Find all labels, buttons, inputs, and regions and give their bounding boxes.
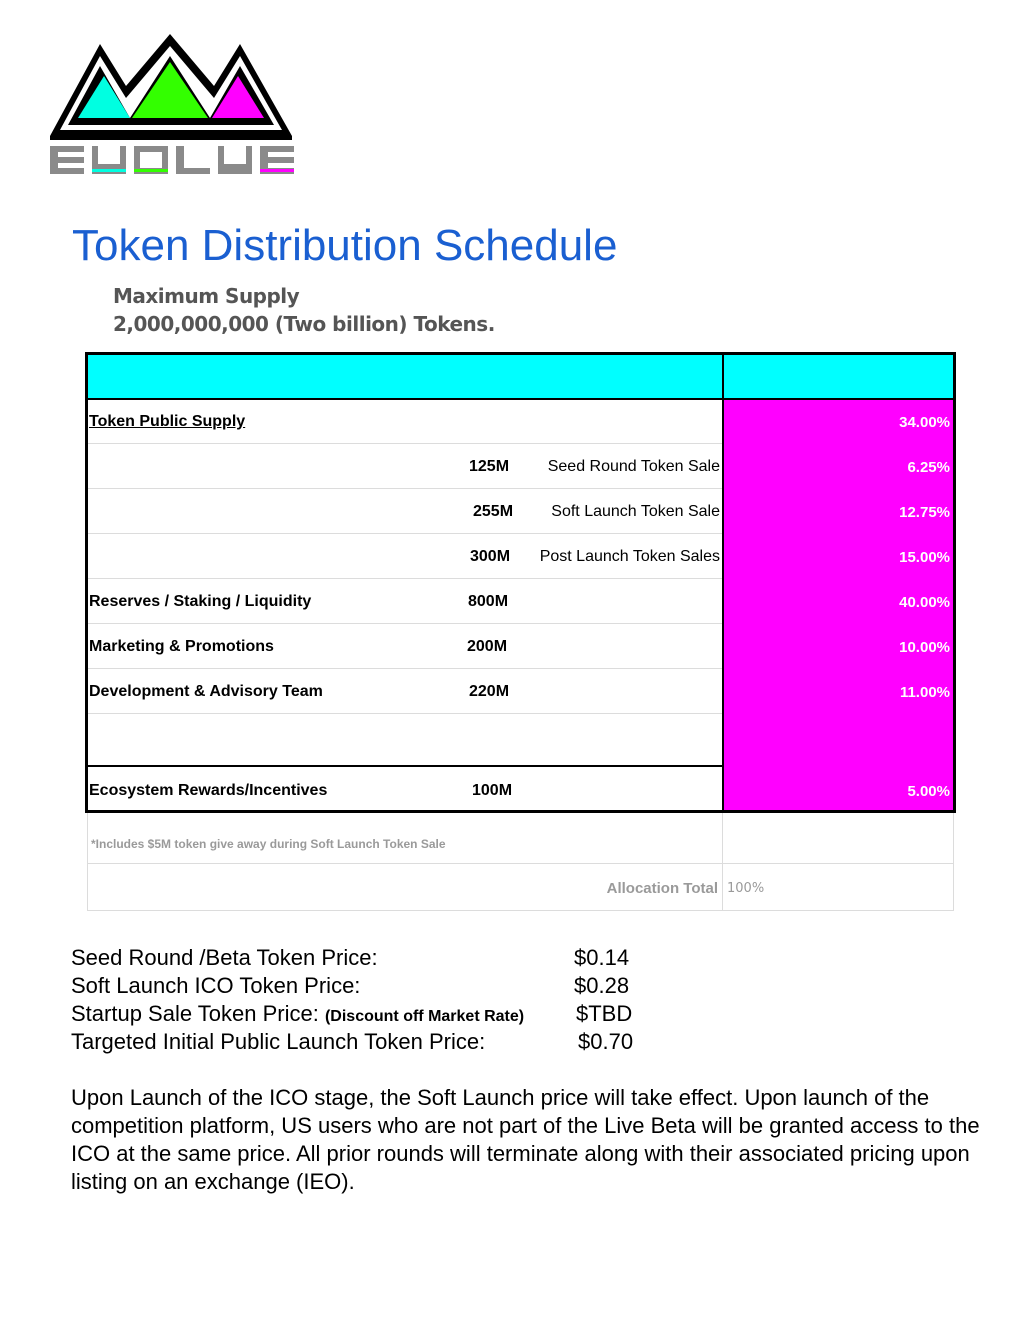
distribution-table (85, 352, 956, 912)
row-label: Reserves / Staking / Liquidity (89, 593, 312, 610)
price-label: Targeted Initial Public Launch Token Price: (71, 1029, 486, 1054)
table-row (85, 399, 956, 444)
table-row (85, 767, 956, 812)
price-label: Startup Sale Token Price: (71, 1001, 325, 1026)
supply-amount: 2,000,000,000 (Two billion) Tokens. (113, 312, 495, 336)
table-row (85, 624, 956, 669)
evolve-logo (46, 32, 298, 182)
allocation-total-value: 100% (727, 881, 765, 896)
row-label: Marketing & Promotions (89, 638, 274, 655)
price-value: $TBD (576, 1001, 633, 1026)
supply-info (113, 282, 495, 338)
row-percent: 40.00% (899, 594, 950, 611)
price-value: $0.28 (574, 973, 630, 998)
row-percent: 12.75% (899, 504, 950, 521)
table-header (85, 352, 956, 398)
supply-label: Maximum Supply (113, 284, 300, 308)
page-title: Token Distribution Schedule (72, 221, 618, 270)
table-footnote: *Includes $5M token give away during Soft Launch Token Sale (91, 837, 446, 851)
price-value: $0.14 (574, 945, 630, 970)
price-value: $0.70 (578, 1029, 634, 1054)
price-note: (Discount off Market Rate) (324, 1008, 525, 1025)
row-label: Token Public Supply (89, 413, 246, 430)
table-row (85, 444, 956, 489)
table-row (85, 534, 956, 579)
table-row (85, 669, 956, 714)
row-percent: 34.00% (899, 414, 950, 431)
price-label: Soft Launch ICO Token Price: (71, 973, 361, 998)
table-row (85, 579, 956, 624)
row-percent: 10.00% (899, 639, 950, 656)
row-percent: 15.00% (899, 549, 950, 566)
row-amount: 800M (468, 593, 509, 610)
table-row-empty (85, 714, 956, 766)
header-right-cell (723, 352, 954, 398)
row-amount: 300M (470, 548, 511, 565)
row-amount: 100M (472, 782, 513, 799)
row-percent: 11.00% (899, 684, 950, 701)
row-description: Seed Round Token Sale (547, 458, 720, 475)
table-row (85, 489, 956, 534)
row-percent: 5.00% (907, 783, 950, 800)
row-amount: 220M (469, 683, 510, 700)
allocation-total-label: Allocation Total (606, 880, 718, 897)
row-label: Development & Advisory Team (89, 683, 323, 700)
row-description: Post Launch Token Sales (539, 548, 720, 565)
launch-paragraph: Upon Launch of the ICO stage, the Soft Launch price will take effect. Upon launch of the competition platform, US users who are not part of the Live Beta will be granted access to the ICO at the same price. All prior rounds will terminate along with their associated pricing upon listing on an exchange (IEO). (71, 1085, 980, 1194)
header-left-cell (87, 352, 723, 398)
row-percent: 6.25% (907, 459, 950, 476)
row-amount: 200M (467, 638, 508, 655)
price-label: Seed Round /Beta Token Price: (71, 945, 378, 970)
row-amount: 255M (473, 503, 514, 520)
row-description: Soft Launch Token Sale (551, 503, 720, 520)
row-amount: 125M (469, 458, 510, 475)
row-label: Ecosystem Rewards/Incentives (89, 782, 328, 799)
logo-text: EVOLVE (172, 180, 180, 182)
